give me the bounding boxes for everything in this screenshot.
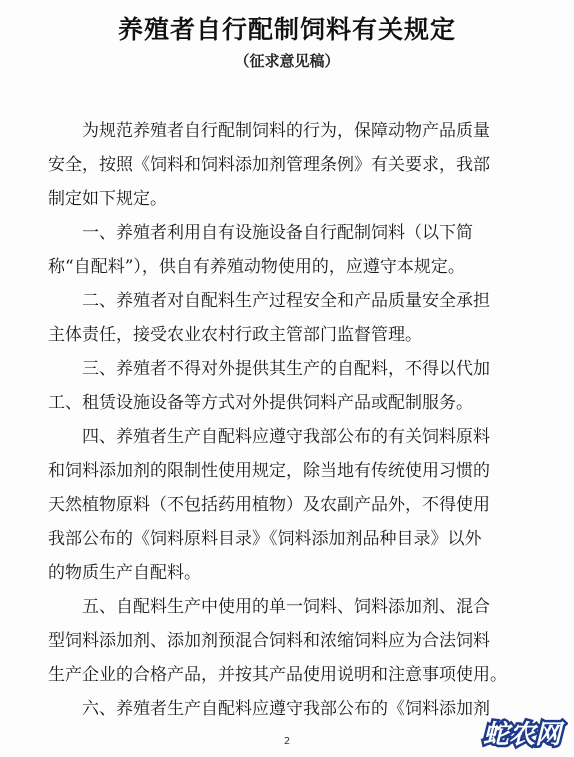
text-line: 四、养殖者生产自配料应遵守我部公布的有关饲料原料 — [82, 427, 490, 447]
text-line: 六、养殖者生产自配料应遵守我部公布的《饲料添加剂 — [82, 699, 490, 719]
text-line: 主体责任，接受农业农村行政主管部门监督管理。 — [48, 325, 422, 345]
text-line: 工、租赁设施设备等方式对外提供饲料产品或配制服务。 — [48, 393, 473, 413]
text-line: 五、自配料生产中使用的单一饲料、饲料添加剂、混合 — [82, 597, 490, 617]
text-line: 称“自配料”），供自有养殖动物使用的，应遵守本规定。 — [48, 257, 465, 277]
text-line: 三、养殖者不得对外提供其生产的自配料，不得以代加 — [82, 359, 490, 379]
paragraph-article-3 — [48, 352, 548, 420]
text-line: 一、养殖者利用自有设施设备自行配制饲料（以下简 — [82, 223, 473, 243]
watermark-logo-graphic — [476, 713, 568, 753]
text-line: 二、养殖者对自配料生产过程安全和产品质量安全承担 — [82, 291, 490, 311]
paragraph-article-4 — [48, 420, 548, 590]
paragraph-article-6 — [48, 692, 548, 726]
document-title: 养殖者自行配制饲料有关规定 — [117, 15, 456, 44]
text-line: 为规范养殖者自行配制饲料的行为，保障动物产品质量 — [82, 121, 490, 141]
text-line: 生产企业的合格产品，并按其产品使用说明和注意事项使用。 — [48, 665, 507, 685]
paragraph-article-2 — [48, 284, 548, 352]
text-line: 我部公布的《饲料原料目录》《饲料添加剂品种目录》以外 — [48, 529, 482, 549]
text-line: 型饲料添加剂、添加剂预混合饲料和浓缩饲料应为合法饲料 — [48, 631, 490, 651]
page-number: 2 — [283, 736, 291, 747]
watermark-text: 蛇农网 — [482, 720, 562, 750]
text-line: 的物质生产自配料。 — [48, 563, 201, 583]
text-line: 制定如下规定。 — [48, 189, 167, 209]
text-line: 和饲料添加剂的限制性使用规定，除当地有传统使用习惯的 — [48, 461, 490, 481]
document-body — [48, 114, 548, 726]
paragraph-intro — [48, 114, 548, 216]
text-line: 天然植物原料（不包括药用植物）及农副产品外，不得使用 — [48, 495, 490, 515]
paragraph-article-1 — [48, 216, 548, 284]
document-subtitle: （征求意见稿） — [234, 52, 340, 70]
watermark-logo — [476, 713, 568, 753]
text-line: 安全，按照《饲料和饲料添加剂管理条例》有关要求，我部 — [48, 155, 490, 175]
paragraph-article-5 — [48, 590, 548, 692]
